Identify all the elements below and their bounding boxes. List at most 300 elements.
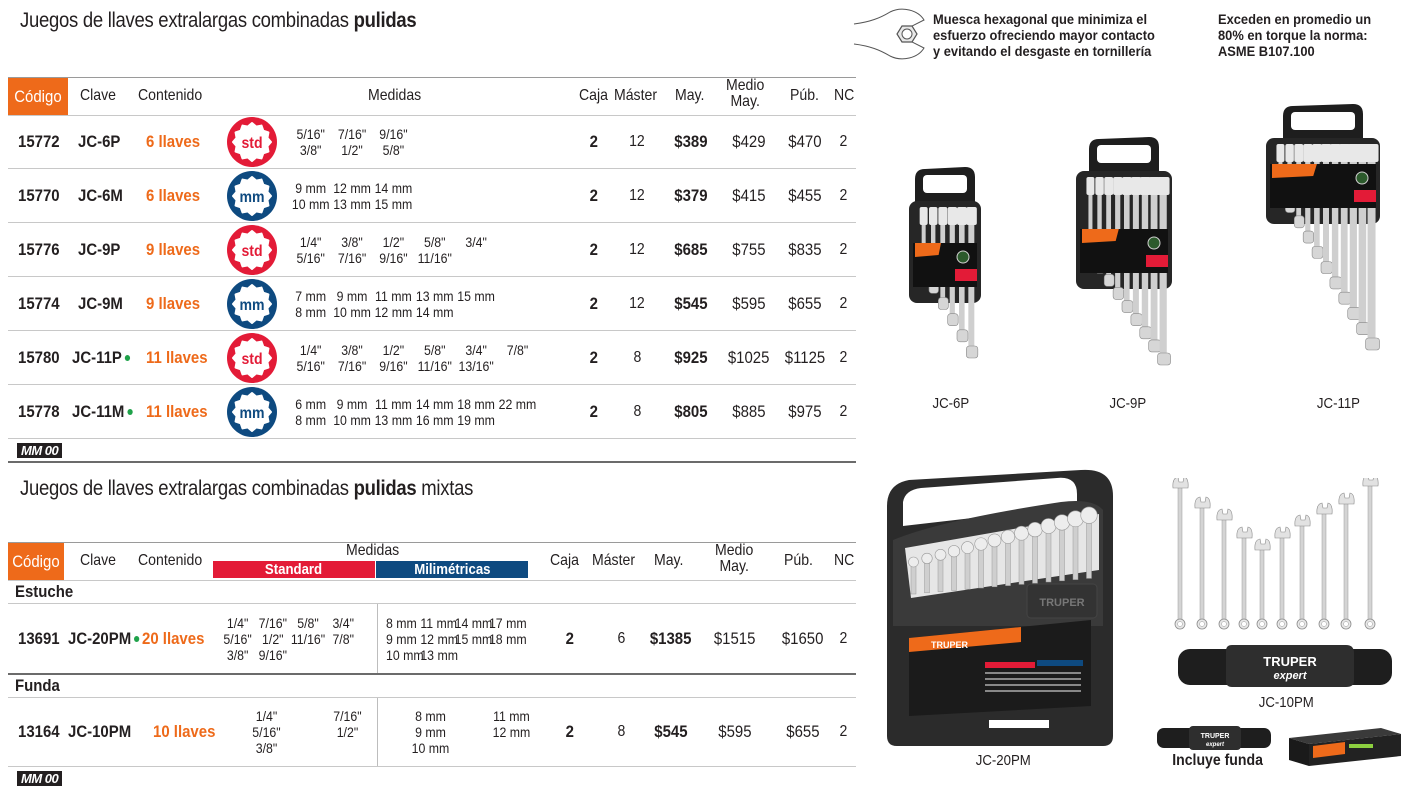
product-code	[18, 604, 65, 673]
header-codigo: Código	[8, 78, 68, 115]
product-clave-wrap	[78, 240, 120, 260]
medida-value	[326, 647, 361, 663]
medida-value: 5/8"	[382, 141, 405, 158]
medida-value: 13 mm	[333, 195, 371, 212]
product-label-incluye-funda: Incluye funda	[1172, 752, 1263, 769]
medida-value: 7 mm	[295, 287, 327, 304]
product-image-jc10pm-pouch	[1170, 641, 1400, 689]
header-medidas: Medidas	[368, 87, 422, 104]
medida-value: 9 mm	[415, 724, 446, 740]
measure-type-badge	[226, 223, 280, 276]
product-contenido-text: 6 llaves	[146, 131, 201, 151]
header-master: Máster	[614, 87, 658, 104]
product-label-jc20pm: JC-20PM	[975, 752, 1031, 769]
medida-value: 7/16"	[337, 125, 367, 142]
product-code	[18, 385, 65, 438]
product-price-may-text: $925	[674, 347, 708, 367]
header2-standard: Standard	[213, 561, 375, 578]
header-caja: Caja	[579, 87, 608, 104]
mm-grid	[386, 614, 527, 663]
mm-medidas	[390, 698, 574, 766]
product-caja	[586, 277, 602, 330]
medida-value	[489, 647, 523, 663]
medida-value: 22 mm	[498, 395, 537, 412]
medida-value: 8 mm	[415, 708, 446, 724]
feature-torque-line1: Exceden en promedio un	[1218, 11, 1372, 27]
measure-type-badge	[226, 331, 280, 384]
product-clave	[72, 385, 141, 438]
header2-clave: Clave	[80, 552, 116, 569]
medida-value: 13 mm	[415, 287, 454, 304]
medida-value: 5/16"	[252, 724, 281, 740]
medida-value: 1/2"	[336, 724, 359, 740]
medida-value: 12 mm	[333, 179, 371, 196]
section2-title-suffix: mixtas	[416, 477, 474, 500]
pouch-brand-sub: expert	[1273, 670, 1307, 682]
medida-value: 1/4"	[255, 708, 278, 724]
product-caja	[586, 223, 602, 276]
product-nc-text: 2	[839, 132, 847, 150]
product-price-may	[648, 698, 694, 766]
product-nc	[836, 223, 850, 276]
product-nc-text: 2	[839, 240, 847, 258]
wrench-rack-icon	[905, 165, 985, 390]
product-caja-text: 2	[589, 185, 599, 205]
product-price-pub-text: $975	[788, 401, 822, 421]
product-contenido-text: 10 llaves	[153, 722, 216, 741]
medida-value: 7/16"	[337, 357, 367, 374]
product-price-may-text: $685	[674, 239, 708, 259]
header-medio-may	[726, 78, 764, 110]
product-medidas	[290, 385, 572, 438]
product-price-medio-text: $429	[732, 131, 766, 151]
medida-value: 9/16"	[379, 125, 408, 142]
medida-value: 16 mm	[415, 411, 454, 428]
standard-grid	[220, 615, 361, 663]
product-contenido-text: 20 llaves	[142, 628, 205, 648]
badge-label: std	[241, 241, 263, 260]
medida-value: 7/16"	[337, 249, 367, 266]
product-contenido	[146, 223, 207, 276]
medida-value: 18 mm	[488, 630, 527, 647]
product-price-pub	[782, 115, 828, 168]
product-nc	[836, 331, 850, 384]
medida-value: 12 mm	[492, 724, 531, 740]
product-master-text: 12	[629, 132, 645, 150]
medida-value	[471, 740, 552, 756]
medida-value: 5/16"	[296, 125, 325, 142]
wrench-icon	[1317, 503, 1332, 629]
product-price-may-text: $379	[674, 185, 708, 205]
product-clave-wrap	[72, 348, 130, 368]
wrench-rack-icon	[1072, 135, 1176, 397]
table-row	[8, 385, 856, 439]
table-row	[8, 331, 856, 385]
product-price-may-text: $1385	[650, 628, 692, 648]
feature-hex-line2: esfuerzo ofreciendo mayor contacto	[933, 27, 1155, 43]
product-clave-wrap	[68, 722, 131, 742]
new-product-dot-icon	[127, 409, 132, 415]
product-code	[18, 223, 65, 276]
medidas-grid	[290, 396, 538, 428]
product-clave-text: JC-11M	[72, 401, 125, 421]
product-medidas	[290, 331, 572, 384]
medida-value: 5/8"	[424, 341, 446, 358]
mm-grid	[390, 708, 552, 756]
standard-grid	[226, 708, 388, 756]
medida-value: 11 mm	[375, 287, 412, 304]
medidas-grid	[290, 180, 414, 212]
product-clave-text: JC-6M	[78, 185, 123, 205]
header2-codigo: Código	[8, 543, 64, 580]
medida-value: 9/16"	[379, 357, 408, 374]
product-medidas	[290, 277, 525, 330]
product-clave-wrap	[78, 132, 120, 152]
medida-value: 11 mm	[493, 708, 530, 724]
wrench-icon	[1217, 509, 1232, 629]
product-clave-text: JC-10PM	[68, 722, 132, 741]
product-master-text: 12	[629, 240, 645, 258]
wrench-icon	[1363, 478, 1378, 629]
product-caja-text: 2	[589, 401, 599, 421]
product-price-pub	[782, 277, 828, 330]
product-nc-text: 2	[839, 723, 847, 740]
medida-value: 10 mm	[333, 303, 371, 320]
product-caja-text: 2	[589, 293, 599, 313]
medida-value: 3/8"	[341, 341, 363, 358]
product-code	[18, 331, 65, 384]
badge-label: std	[241, 349, 263, 368]
section-divider	[8, 461, 856, 463]
header2-may: May.	[654, 552, 684, 569]
product-master	[606, 604, 636, 673]
feature-hex	[933, 11, 1155, 59]
medida-value: 14 mm	[454, 614, 493, 631]
medida-value: 5/8"	[424, 233, 446, 250]
medida-value: 13/16"	[458, 357, 494, 374]
product-image-jc10pm-wrenches	[1160, 478, 1400, 638]
mm-badge-icon	[226, 386, 278, 438]
product-caja	[586, 115, 602, 168]
product-master-text: 8	[633, 402, 641, 420]
product-price-medio	[726, 115, 772, 168]
product-nc-text: 2	[839, 402, 847, 420]
wrench-icon	[1237, 527, 1252, 629]
product-caja-text: 2	[589, 239, 599, 259]
product-label-jc9p: JC-9P	[1109, 395, 1147, 412]
product-image-jc9p	[1072, 135, 1176, 402]
product-price-medio-text: $755	[732, 239, 766, 259]
medida-value: 5/16"	[223, 630, 252, 647]
product-price-may-text: $545	[654, 722, 688, 741]
medida-value: 9 mm	[336, 395, 368, 412]
product-price-medio-text: $885	[732, 401, 766, 421]
wrench-icon	[1173, 478, 1188, 629]
medida-value: 8 mm	[295, 411, 327, 428]
medida-value	[455, 647, 489, 663]
medida-value: 3/8"	[226, 646, 249, 663]
product-contenido	[153, 698, 224, 766]
product-contenido-text: 9 llaves	[146, 293, 201, 313]
product-master-text: 8	[633, 348, 641, 366]
product-image-jc20pm	[881, 466, 1117, 748]
small-pouch-brand: TRUPER	[1200, 733, 1230, 740]
measure-type-badge	[226, 115, 280, 168]
product-nc	[836, 169, 850, 222]
medida-value: 1/4"	[299, 341, 322, 358]
footer-code-1: MM 00	[17, 443, 62, 458]
product-code-text: 15770	[18, 185, 60, 205]
medida-value: 14 mm	[415, 303, 454, 320]
medida-value: 14 mm	[415, 395, 454, 412]
measure-type-badge	[226, 385, 280, 438]
medida-value	[290, 647, 325, 663]
product-price-may-text: $389	[674, 131, 708, 151]
product-price-medio	[726, 277, 772, 330]
product-caja	[586, 169, 602, 222]
medidas-divider	[377, 604, 378, 673]
medida-value: 1/4"	[299, 233, 322, 250]
mm-badge-icon	[226, 170, 278, 222]
product-nc	[836, 385, 850, 438]
medida-value: 6 mm	[295, 395, 327, 412]
badge-label: mm	[239, 403, 265, 422]
medida-value: 11/16"	[417, 249, 452, 266]
header2-medio-line2: May.	[719, 558, 749, 575]
medida-value: 1/2"	[382, 341, 405, 358]
product-contenido	[146, 277, 207, 330]
product-price-medio-text: $595	[718, 722, 752, 741]
product-price-pub-text: $655	[788, 293, 822, 313]
footer-code-2: MM 00	[17, 771, 62, 786]
product-clave-text: JC-9M	[78, 293, 123, 313]
product-price-pub-text: $655	[786, 722, 820, 741]
header-clave: Clave	[80, 87, 116, 104]
medida-value: 8 mm	[295, 303, 327, 320]
product-nc-text: 2	[839, 186, 847, 204]
product-code	[18, 277, 65, 330]
header2-caja: Caja	[550, 552, 579, 569]
header-contenido: Contenido	[138, 87, 203, 104]
header-may: May.	[675, 87, 705, 104]
product-master	[622, 385, 652, 438]
medida-value: 18 mm	[457, 395, 495, 412]
standard-medidas	[220, 604, 380, 673]
medida-value: 15 mm	[454, 630, 493, 647]
product-nc	[836, 604, 850, 673]
medida-value: 8 mm	[386, 614, 417, 631]
product-price-may	[668, 223, 714, 276]
feature-hex-line1: Muesca hexagonal que minimiza el	[933, 11, 1148, 27]
medida-value	[497, 358, 538, 374]
product-medidas	[290, 169, 431, 222]
product-master	[622, 331, 652, 384]
feature-torque	[1218, 11, 1371, 59]
medidas-grid	[290, 234, 497, 266]
group-label-estuche: Estuche	[15, 582, 74, 601]
product-label-jc6p: JC-6P	[932, 395, 970, 412]
wrench-icon	[1275, 527, 1290, 629]
mm-badge-icon	[226, 278, 278, 330]
new-product-dot-icon	[125, 355, 130, 361]
product-master	[622, 277, 652, 330]
product-price-may	[668, 385, 714, 438]
header2-milimetricas: Milimétricas	[376, 561, 528, 578]
product-nc-text: 2	[839, 294, 847, 312]
medida-value: 9 mm	[295, 179, 327, 196]
wrench-hex-icon	[852, 6, 932, 62]
product-nc-text: 2	[839, 348, 847, 366]
std-badge-icon	[226, 116, 278, 168]
header-medio-line2: May.	[730, 93, 760, 110]
product-medidas	[290, 115, 431, 168]
header-pub: Púb.	[790, 87, 819, 104]
product-master	[622, 169, 652, 222]
product-clave-text: JC-6P	[78, 131, 121, 151]
std-badge-icon	[226, 332, 278, 384]
medida-value	[497, 412, 538, 428]
table-row	[8, 277, 856, 331]
standard-medidas	[226, 698, 410, 766]
small-pouch-brand-sub: expert	[1205, 742, 1225, 748]
product-code-text: 15778	[18, 401, 60, 421]
medida-value: 1/4"	[226, 614, 249, 631]
medida-value: 5/16"	[296, 357, 325, 374]
product-clave-wrap	[72, 402, 132, 422]
product-price-pub	[780, 698, 826, 766]
medidas-grid	[290, 288, 497, 320]
medida-value: 9/16"	[379, 249, 408, 266]
table-row	[8, 169, 856, 223]
section1-title-bold: pulidas	[353, 9, 417, 32]
medida-value: 3/8"	[341, 233, 363, 250]
medidas-grid	[290, 126, 414, 158]
header-nc: NC	[834, 87, 855, 104]
header2-master: Máster	[592, 552, 636, 569]
product-contenido	[142, 604, 213, 673]
product-price-may	[668, 331, 714, 384]
product-label-jc10pm: JC-10PM	[1258, 694, 1314, 711]
medida-value: 12 mm	[420, 630, 458, 647]
medida-value: 1/2"	[382, 233, 405, 250]
medida-value: 11/16"	[290, 630, 326, 647]
product-contenido	[146, 115, 207, 168]
header2-pub: Púb.	[784, 552, 813, 569]
medida-value: 5/8"	[297, 614, 319, 631]
section2-title-bold: pulidas	[353, 477, 417, 500]
case-brand-emboss: TRUPER	[1039, 597, 1085, 609]
product-price-pub	[782, 223, 828, 276]
medida-value: 17 mm	[488, 614, 527, 631]
medidas-divider	[377, 698, 378, 766]
wrench-icon	[1339, 493, 1354, 629]
section2-title	[20, 477, 473, 501]
product-price-may-text: $545	[674, 293, 708, 313]
product-master-text: 12	[629, 186, 645, 204]
product-image-small-pouch	[1155, 725, 1275, 751]
product-code-text: 15780	[18, 347, 60, 367]
medida-value: 15 mm	[457, 287, 495, 304]
table2-header-rule	[8, 580, 856, 581]
badge-label: mm	[239, 295, 265, 314]
product-price-may	[668, 169, 714, 222]
product-caja-text: 2	[589, 347, 599, 367]
product-code	[18, 115, 65, 168]
funda-bottom-rule	[8, 766, 856, 767]
header2-medio-line1: Medio	[715, 542, 754, 559]
product-price-may	[668, 277, 714, 330]
medida-value: 10 mm	[333, 411, 371, 428]
medida-value: 3/4"	[465, 233, 487, 250]
medida-value	[307, 740, 388, 756]
product-contenido-text: 11 llaves	[146, 347, 208, 367]
product-contenido	[146, 331, 216, 384]
case-label-brand: TRUPER	[931, 640, 969, 650]
group-label-funda: Funda	[15, 676, 60, 695]
header2-medio-may	[715, 543, 753, 575]
medida-value: 19 mm	[457, 411, 495, 428]
product-code-text: 15772	[18, 131, 60, 151]
table-row	[8, 698, 856, 766]
product-price-medio-text: $1025	[728, 347, 770, 367]
measure-type-badge	[226, 169, 280, 222]
medida-value: 10 mm	[386, 646, 424, 663]
product-clave-text: JC-11P	[72, 347, 122, 367]
product-code-text: 15774	[18, 293, 60, 313]
badge-label: std	[241, 133, 263, 152]
product-code-text: 15776	[18, 239, 60, 259]
medida-value: 12 mm	[374, 303, 413, 320]
product-code	[18, 698, 65, 766]
table-row	[8, 223, 856, 277]
product-price-medio	[712, 604, 758, 673]
medida-value: 7/16"	[258, 614, 287, 631]
product-master	[606, 698, 636, 766]
medida-value: 3/8"	[299, 141, 322, 158]
product-price-pub-text: $455	[788, 185, 822, 205]
product-caja-text: 2	[565, 722, 575, 741]
product-price-pub	[782, 331, 828, 384]
product-master	[622, 223, 652, 276]
product-price-medio	[726, 223, 772, 276]
product-price-pub-text: $835	[788, 239, 822, 259]
medida-value	[455, 304, 496, 320]
product-clave	[78, 277, 129, 330]
medida-value: 1/2"	[341, 141, 363, 158]
product-nc	[836, 277, 850, 330]
medida-value: 7/8"	[506, 341, 529, 358]
medida-value: 13 mm	[420, 646, 458, 663]
product-nc-text: 2	[839, 629, 847, 647]
product-price-pub-text: $470	[788, 131, 822, 151]
medida-value: 9 mm	[386, 630, 417, 647]
product-price-may	[648, 604, 694, 673]
badge-label: mm	[239, 187, 265, 206]
medida-value: 3/8"	[255, 740, 278, 756]
product-clave	[78, 169, 129, 222]
product-master-text: 12	[629, 294, 645, 312]
mm-medidas	[386, 604, 542, 673]
feature-hex-line3: y evitando el desgaste en tornillería	[933, 43, 1152, 59]
product-clave-wrap	[78, 186, 123, 206]
product-clave-wrap	[68, 629, 139, 649]
product-clave-wrap	[78, 294, 123, 314]
medida-value: 1/2"	[262, 630, 284, 647]
product-image-jc11p	[1262, 102, 1384, 387]
product-price-pub	[780, 604, 826, 673]
wrench-icon	[1195, 497, 1210, 629]
medida-value: 15 mm	[374, 195, 413, 212]
